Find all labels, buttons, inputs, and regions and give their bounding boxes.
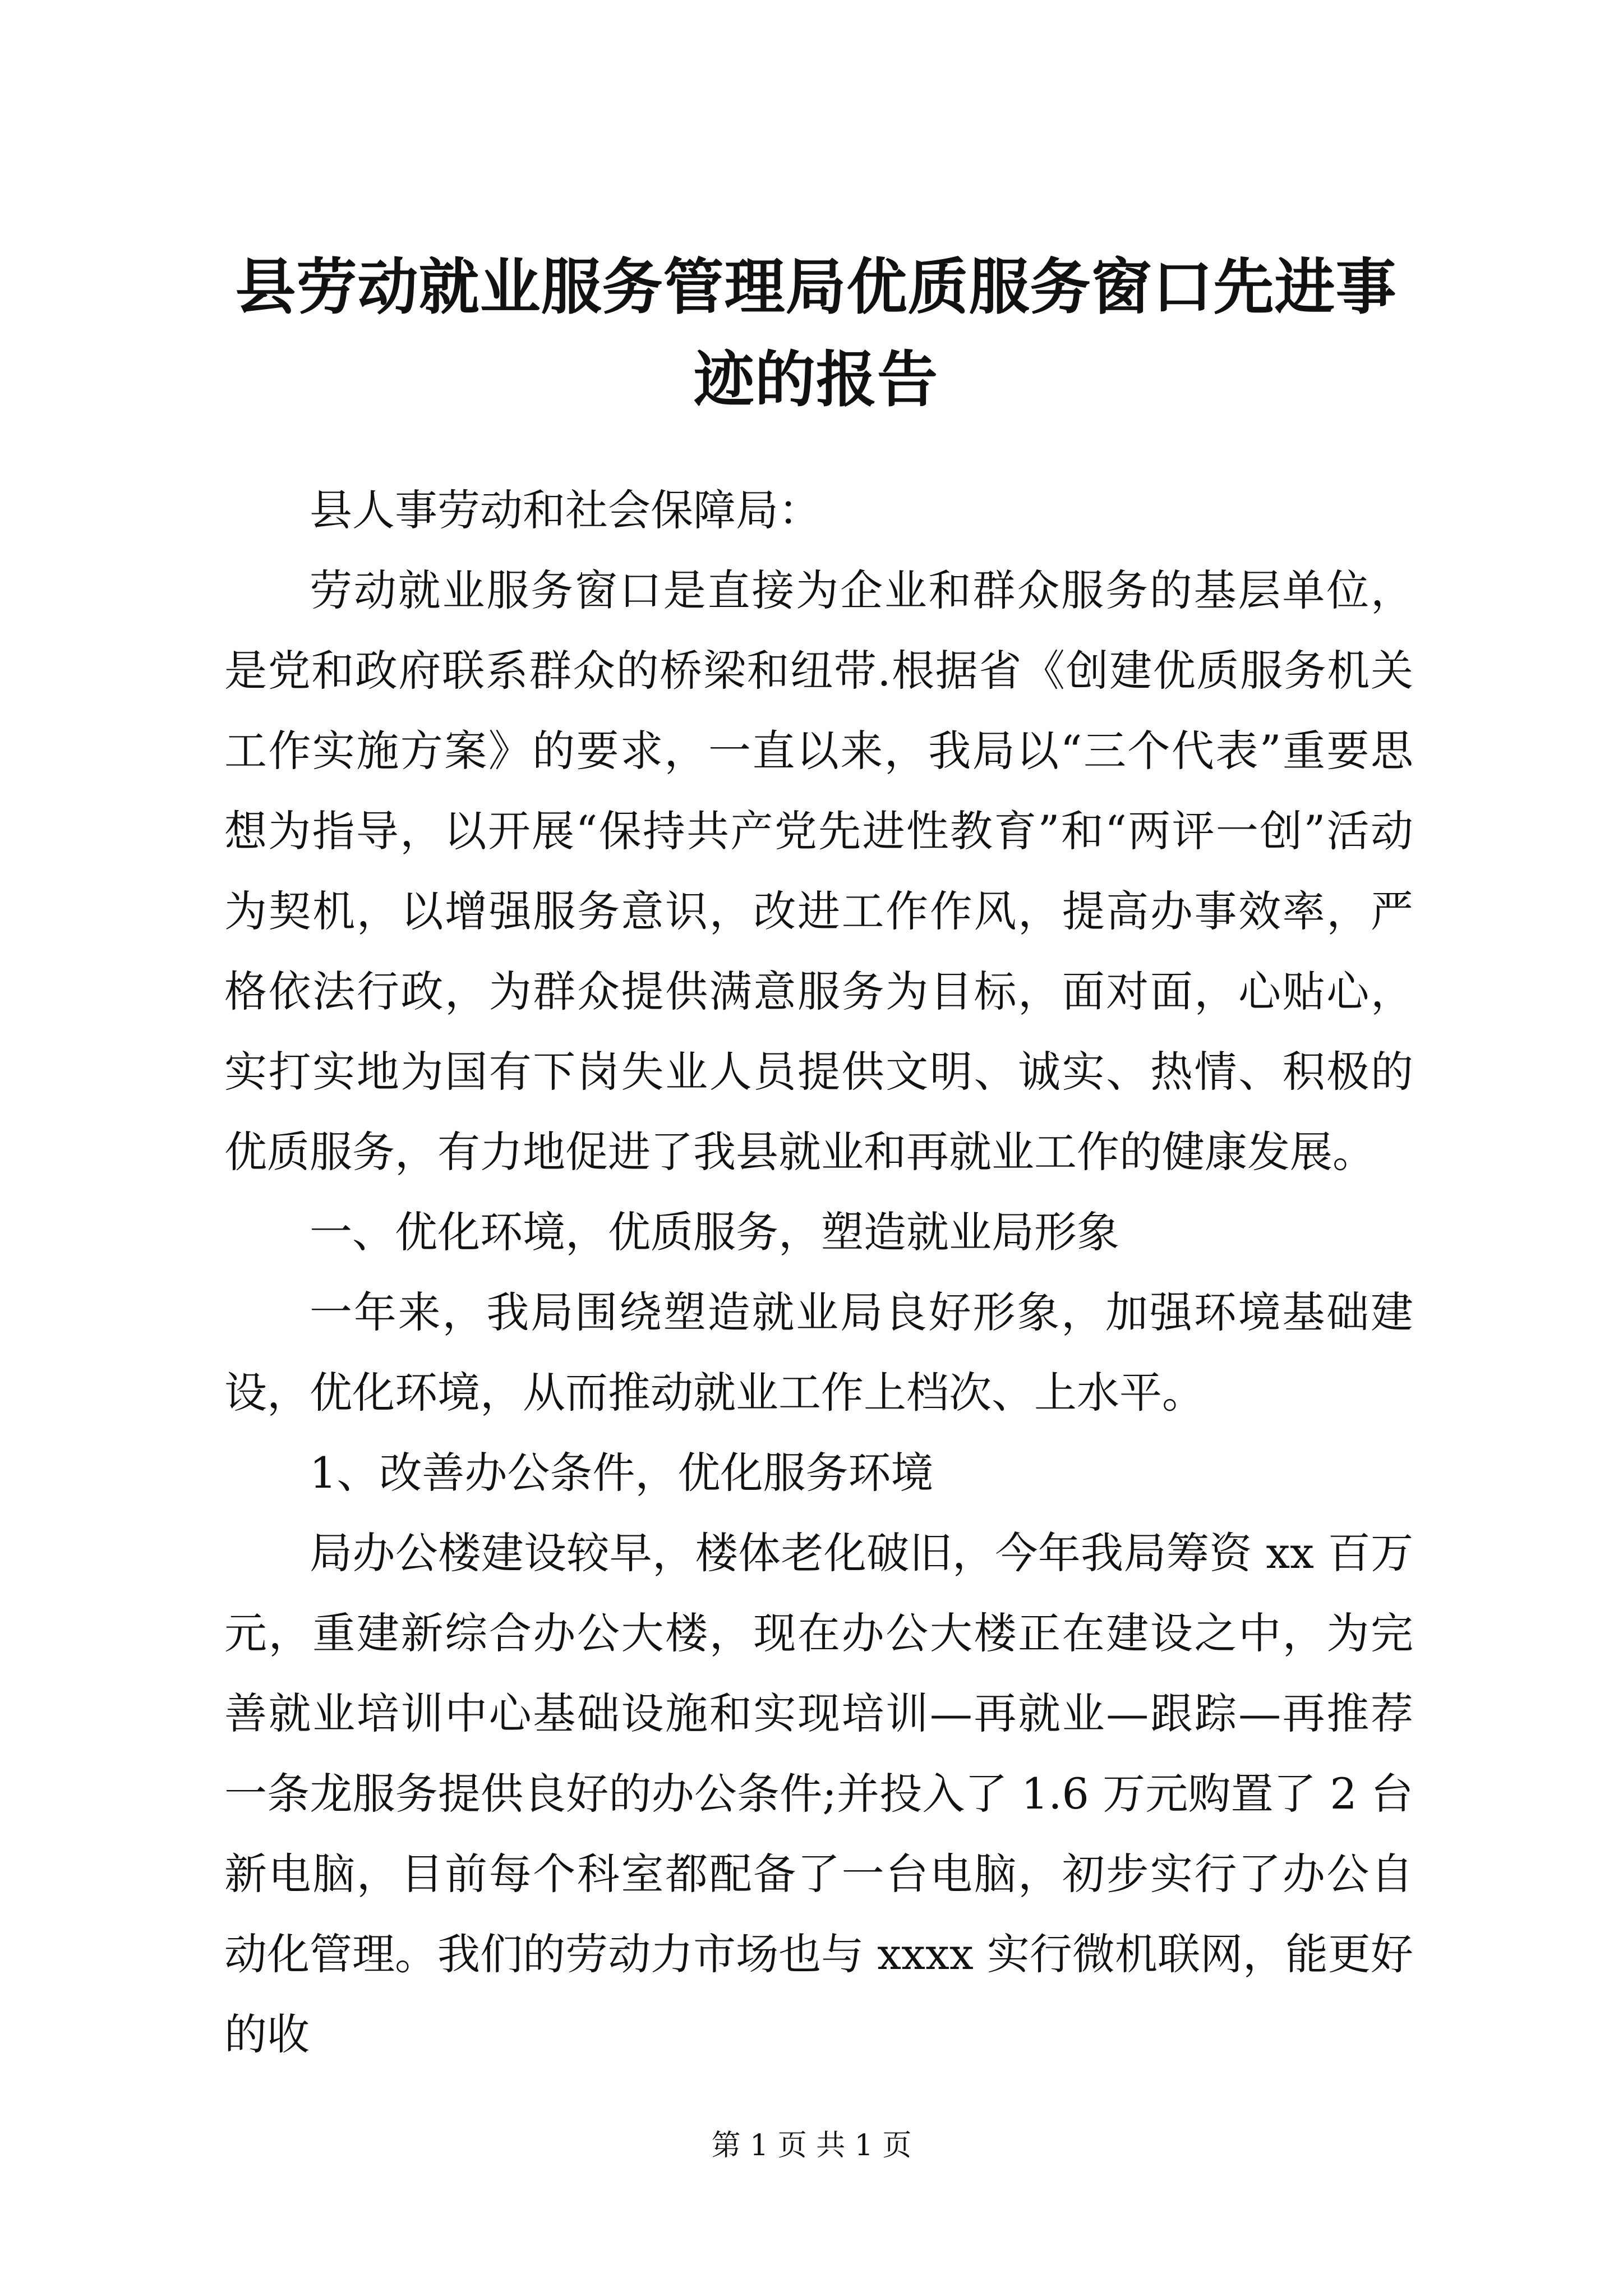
salutation-paragraph: 县人事劳动和社会保障局：: [310, 485, 821, 535]
intro-paragraph: 劳动就业服务窗口是直接为企业和群众服务的基层单位，是党和政府联系群众的桥梁和纽带.根据省《创建优质服务机关工作实施方案》的要求，一直以来，我局以“三个代表”重要思想为指导，以开展“保持共产党先进性教育”和“两评一创”活动为契机，以增强服务意识，改进工作作风，提高办事效率，严格依法行政，为群众提供满意服务为目标，面对面，心贴心，实打实地为国有下岗失业人员提供文明、诚实、热情、积极的优质服务，有力地促进了我县就业和再就业工作的健康发展。: [224, 565, 1413, 1177]
section-1-paragraph: 一年来，我局围绕塑造就业局良好形象，加强环境基础建设，优化环境，从而推动就业工作上档次、上水平。: [224, 1287, 1413, 1418]
subsection-heading-1: 1、改善办公条件，优化服务环境: [310, 1448, 934, 1498]
document-body: [224, 470, 1413, 2074]
document-title: 县劳动就业服务管理局优质服务窗口先进事迹的报告: [235, 252, 1397, 415]
subsection-1-paragraph: 局办公楼建设较早，楼体老化破旧，今年我局筹资 xx 百万元，重建新综合办公大楼，现在办公大楼正在建设之中，为完善就业培训中心基础设施和实现培训—再就业—跟踪—再推荐一条龙服务提供良好的办公条件;并投入了 1.6 万元购置了 2 台新电脑，目前每个科室都配备了一台电脑，初步实行了办公自动化管理。我们的劳动力市场也与 xxxx 实行微机联网，能更好的收: [224, 1528, 1413, 2059]
section-heading-1: 一、优化环境，优质服务，塑造就业局形象: [310, 1207, 1119, 1257]
page-footer: 第 1 页 共 1 页: [711, 2129, 912, 2162]
